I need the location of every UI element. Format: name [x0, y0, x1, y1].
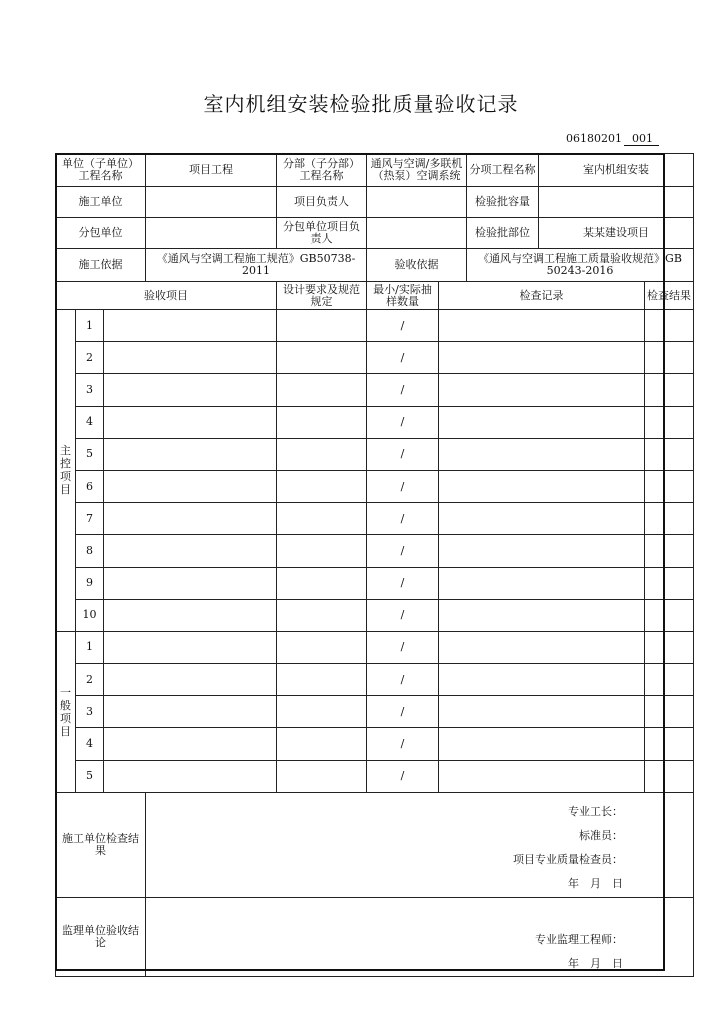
table-row — [56, 760, 694, 792]
result-cell[interactable] — [645, 567, 694, 599]
item-cell[interactable] — [104, 631, 277, 663]
record-cell[interactable] — [439, 438, 645, 470]
supervisor-date: 年 月 日 — [568, 956, 623, 970]
row-number: 4 — [76, 728, 104, 760]
result-cell[interactable] — [645, 310, 694, 342]
sample-cell[interactable]: / — [367, 631, 439, 663]
doc-number-suffix: 001 — [624, 132, 659, 146]
design-cell[interactable] — [277, 310, 367, 342]
record-cell[interactable] — [439, 567, 645, 599]
col-sample: 最小/实际抽样数量 — [367, 282, 439, 310]
sample-cell[interactable]: / — [367, 374, 439, 406]
item-cell[interactable] — [104, 535, 277, 567]
table-row — [56, 503, 694, 535]
row-number: 5 — [76, 760, 104, 792]
sub-manager-label: 分包单位项目负责人 — [277, 218, 367, 249]
design-cell[interactable] — [277, 503, 367, 535]
design-cell[interactable] — [277, 406, 367, 438]
design-cell[interactable] — [277, 535, 367, 567]
table-row — [56, 599, 694, 631]
sample-cell[interactable]: / — [367, 696, 439, 728]
project-manager-value[interactable] — [367, 187, 467, 218]
general-group-label — [56, 631, 76, 792]
row-number: 1 — [76, 631, 104, 663]
design-cell[interactable] — [277, 599, 367, 631]
design-cell[interactable] — [277, 374, 367, 406]
record-cell[interactable] — [439, 599, 645, 631]
sample-cell[interactable]: / — [367, 310, 439, 342]
result-cell[interactable] — [645, 374, 694, 406]
inspector-signature: 标准员： — [579, 828, 623, 842]
result-cell[interactable] — [645, 535, 694, 567]
record-cell[interactable] — [439, 374, 645, 406]
acceptance-basis-label: 验收依据 — [367, 249, 467, 282]
page-title: 室内机组安装检验批质量验收记录 — [203, 92, 519, 116]
column-header-row — [56, 282, 694, 310]
main-control-group-label-text: 主控项目 — [60, 444, 71, 497]
result-cell[interactable] — [645, 599, 694, 631]
result-cell[interactable] — [645, 664, 694, 696]
sample-cell[interactable]: / — [367, 470, 439, 502]
basis-label: 施工依据 — [56, 249, 146, 282]
basis-value[interactable]: 《通风与空调工程施工规范》GB50738-2011 — [146, 249, 367, 282]
table-row — [56, 728, 694, 760]
design-cell[interactable] — [277, 342, 367, 374]
result-cell[interactable] — [645, 631, 694, 663]
general-group-label-text: 一般项目 — [60, 685, 71, 738]
result-cell[interactable] — [645, 696, 694, 728]
acceptance-basis-value[interactable]: 《通风与空调工程施工质量验收规范》GB 50243-2016 — [467, 249, 694, 282]
row-number: 8 — [76, 535, 104, 567]
col-design: 设计要求及规范规定 — [277, 282, 367, 310]
division-label: 分部（子分部）工程名称 — [277, 154, 367, 187]
sample-cell[interactable]: / — [367, 599, 439, 631]
supervisor-check-body — [146, 897, 694, 976]
record-cell[interactable] — [439, 470, 645, 502]
unit-value[interactable]: 项目工程 — [146, 154, 277, 187]
header-row-subcontractor — [56, 218, 694, 249]
batch-location-value[interactable]: 某某建设项目 — [539, 218, 694, 249]
item-cell[interactable] — [104, 567, 277, 599]
item-cell[interactable] — [104, 503, 277, 535]
subitem-label: 分项工程名称 — [467, 154, 539, 187]
constructor-check-body — [146, 792, 694, 897]
constructor-value[interactable] — [146, 187, 277, 218]
result-cell[interactable] — [645, 342, 694, 374]
constructor-date: 年 月 日 — [568, 876, 623, 890]
sample-cell[interactable]: / — [367, 728, 439, 760]
project-manager-label: 项目负责人 — [277, 187, 367, 218]
row-number: 6 — [76, 470, 104, 502]
result-cell[interactable] — [645, 760, 694, 792]
col-result: 检查结果 — [645, 282, 694, 310]
result-cell[interactable] — [645, 470, 694, 502]
header-row-constructor — [56, 187, 694, 218]
result-cell[interactable] — [645, 728, 694, 760]
row-number: 10 — [76, 599, 104, 631]
sub-manager-value[interactable] — [367, 218, 467, 249]
general-items — [56, 631, 694, 792]
batch-capacity-value[interactable] — [539, 187, 694, 218]
batch-location-label: 检验批部位 — [467, 218, 539, 249]
design-cell[interactable] — [277, 631, 367, 663]
col-record: 检查记录 — [439, 282, 645, 310]
sample-cell[interactable]: / — [367, 342, 439, 374]
unit-label: 单位（子单位）工程名称 — [56, 154, 146, 187]
item-cell[interactable] — [104, 728, 277, 760]
row-number: 4 — [76, 406, 104, 438]
record-cell[interactable] — [439, 631, 645, 663]
table-row — [56, 696, 694, 728]
constructor-check-label: 施工单位检查结果 — [56, 792, 146, 897]
row-number: 3 — [76, 374, 104, 406]
design-cell[interactable] — [277, 567, 367, 599]
main-control-group-label — [56, 310, 76, 632]
item-cell[interactable] — [104, 406, 277, 438]
row-number: 1 — [76, 310, 104, 342]
item-cell[interactable] — [104, 438, 277, 470]
main-control-items — [56, 310, 694, 632]
subcontractor-label: 分包单位 — [56, 218, 146, 249]
row-number: 9 — [76, 567, 104, 599]
design-cell[interactable] — [277, 470, 367, 502]
record-cell[interactable] — [439, 664, 645, 696]
table-row — [56, 374, 694, 406]
table-row — [56, 567, 694, 599]
table-row — [56, 631, 694, 663]
doc-number — [566, 132, 659, 146]
result-cell[interactable] — [645, 438, 694, 470]
record-cell[interactable] — [439, 503, 645, 535]
item-cell[interactable] — [104, 599, 277, 631]
result-cell[interactable] — [645, 406, 694, 438]
sample-cell[interactable]: / — [367, 438, 439, 470]
design-cell[interactable] — [277, 760, 367, 792]
record-cell[interactable] — [439, 760, 645, 792]
record-cell[interactable] — [439, 535, 645, 567]
batch-capacity-label: 检验批容量 — [467, 187, 539, 218]
header-row-basis — [56, 249, 694, 282]
subitem-value[interactable]: 室内机组安装 — [539, 154, 694, 187]
item-cell[interactable] — [104, 374, 277, 406]
sample-cell[interactable]: / — [367, 535, 439, 567]
header-row-unit — [56, 154, 694, 187]
foreman-signature: 专业工长： — [568, 804, 623, 818]
item-cell[interactable] — [104, 696, 277, 728]
table-row — [56, 535, 694, 567]
sample-cell[interactable]: / — [367, 503, 439, 535]
row-number: 7 — [76, 503, 104, 535]
row-number: 5 — [76, 438, 104, 470]
item-cell[interactable] — [104, 470, 277, 502]
sample-cell[interactable]: / — [367, 567, 439, 599]
table-row — [56, 438, 694, 470]
sample-cell[interactable]: / — [367, 664, 439, 696]
record-cell[interactable] — [439, 406, 645, 438]
design-cell[interactable] — [277, 728, 367, 760]
table-row — [56, 342, 694, 374]
item-cell[interactable] — [104, 664, 277, 696]
row-number: 2 — [76, 664, 104, 696]
row-number: 2 — [76, 342, 104, 374]
division-value[interactable]: 通风与空调/多联机（热泵）空调系统 — [367, 154, 467, 187]
design-cell[interactable] — [277, 438, 367, 470]
item-cell[interactable] — [104, 342, 277, 374]
supervisor-check-label: 监理单位验收结论 — [56, 897, 146, 976]
table-row — [56, 470, 694, 502]
qc-signature: 项目专业质量检查员： — [513, 852, 623, 866]
doc-number-prefix: 06180201 — [566, 132, 622, 145]
result-cell[interactable] — [645, 503, 694, 535]
col-item: 验收项目 — [56, 282, 277, 310]
sample-cell[interactable]: / — [367, 406, 439, 438]
subcontractor-value[interactable] — [146, 218, 277, 249]
supervisor-signature: 专业监理工程师： — [535, 932, 623, 946]
record-cell[interactable] — [439, 696, 645, 728]
record-cell[interactable] — [439, 728, 645, 760]
table-row — [56, 664, 694, 696]
record-cell[interactable] — [439, 310, 645, 342]
design-cell[interactable] — [277, 696, 367, 728]
design-cell[interactable] — [277, 664, 367, 696]
supervisor-check-row — [56, 897, 694, 976]
constructor-label: 施工单位 — [56, 187, 146, 218]
table-row — [56, 310, 694, 342]
acceptance-form — [55, 153, 694, 977]
row-number: 3 — [76, 696, 104, 728]
sample-cell[interactable]: / — [367, 760, 439, 792]
item-cell[interactable] — [104, 310, 277, 342]
record-cell[interactable] — [439, 342, 645, 374]
constructor-check-row — [56, 792, 694, 897]
item-cell[interactable] — [104, 760, 277, 792]
table-row — [56, 406, 694, 438]
